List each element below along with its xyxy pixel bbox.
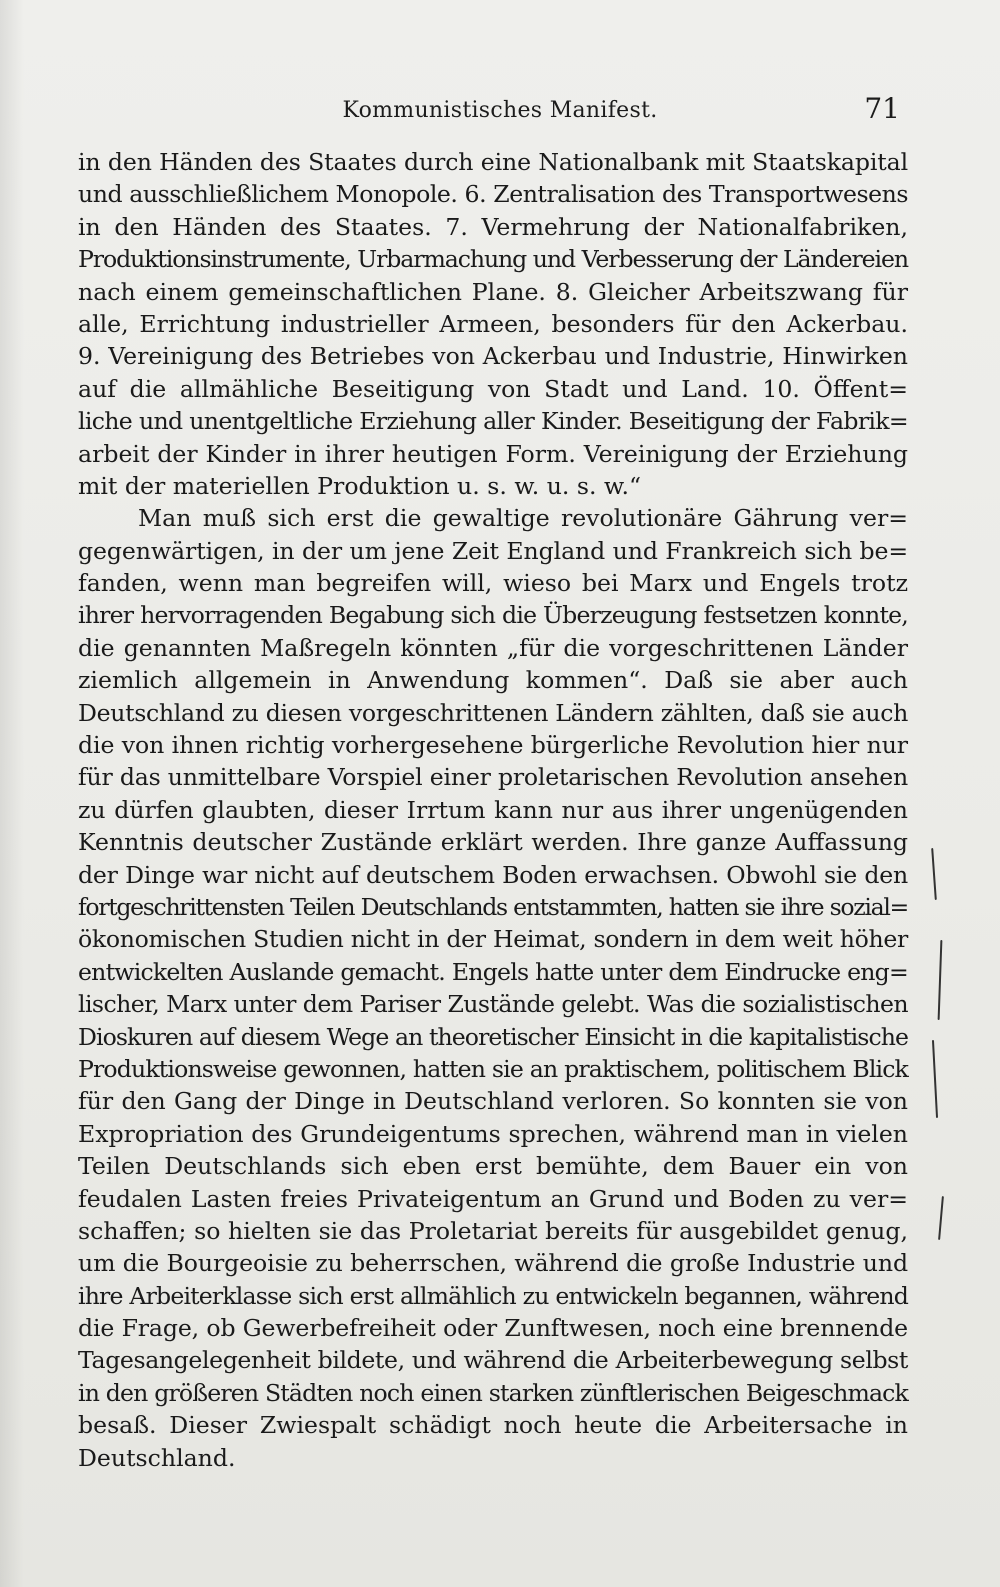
text-line: zu dürfen glaubten, dieser Irrtum kann nur aus ihrer ungenügenden — [78, 795, 908, 824]
text-line: der Dinge war nicht auf deutschem Boden erwachsen. Obwohl sie den — [78, 860, 908, 889]
text-line: die Frage, ob Gewerbefreiheit oder Zunftwesen, noch eine brennende — [78, 1314, 908, 1343]
text-line: arbeit der Kinder in ihrer heutigen Form. Vereinigung der Erziehung — [78, 439, 908, 468]
page-number: 71 — [864, 92, 900, 125]
text-line: feudalen Lasten freies Privateigentum an Grund und Boden zu ver= — [78, 1184, 908, 1213]
text-line: Deutschland. — [78, 1443, 236, 1472]
text-line: schaffen; so hielten sie das Proletariat bereits für ausgebildet genug, — [78, 1216, 908, 1245]
text-line: ökonomischen Studien nicht in der Heimat, sondern in dem weit höher — [78, 925, 908, 954]
text-line: entwickelten Auslande gemacht. Engels hatte unter dem Eindrucke eng= — [78, 957, 908, 986]
text-line: ihrer hervorragenden Begabung sich die Überzeugung festsetzen konnte, — [78, 601, 908, 630]
running-title: Kommunistisches Manifest. — [342, 98, 658, 123]
text-line: die von ihnen richtig vorhergesehene bürgerliche Revolution hier nur — [78, 731, 908, 760]
text-line: gegenwärtigen, in der um jene Zeit England und Frankreich sich be= — [78, 536, 909, 565]
margin-mark — [938, 940, 943, 1020]
text-line: besaß. Dieser Zwiespalt schädigt noch heute die Arbeitersache in — [78, 1411, 908, 1440]
text-line: liche und unentgeltliche Erziehung aller Kinder. Beseitigung der Fabrik= — [78, 407, 908, 436]
margin-mark — [938, 1196, 944, 1240]
text-line: mit der materiellen Produktion u. s. w. u. s. w.“ — [78, 471, 641, 500]
text-line: für das unmittelbare Vorspiel einer proletarischen Revolution ansehen — [78, 763, 908, 792]
text-line: alle, Errichtung industrieller Armeen, besonders für den Ackerbau. — [78, 309, 908, 338]
text-line: und ausschließlichem Monopole. 6. Zentralisation des Transportwesens — [78, 180, 908, 209]
text-line: in den Händen des Staates durch eine Nationalbank mit Staatskapital — [78, 148, 908, 176]
text-line: fanden, wenn man begreifen will, wieso bei Marx und Engels trotz — [78, 569, 908, 598]
text-line: Kenntnis deutscher Zustände erklärt werden. Ihre ganze Auffassung — [78, 828, 908, 857]
text-line: Produktionsinstrumente, Urbarmachung und Verbesserung der Ländereien — [78, 245, 908, 274]
text-line: für den Gang der Dinge in Deutschland verloren. So konnten sie von — [78, 1087, 908, 1116]
text-line: Man muß sich erst die gewaltige revolutionäre Gährung ver= — [138, 504, 908, 533]
text-line: ziemlich allgemein in Anwendung kommen“. Daß sie aber auch — [78, 666, 908, 695]
text-line: ihre Arbeiterklasse sich erst allmählich zu entwickeln begannen, während — [78, 1281, 908, 1310]
margin-mark — [931, 848, 937, 900]
margin-mark — [932, 1040, 938, 1118]
body-text — [78, 146, 908, 1474]
text-line: Expropriation des Grundeigentums sprechen, während man in vielen — [78, 1119, 908, 1148]
text-line: lischer, Marx unter dem Pariser Zustände gelebt. Was die sozialistischen — [78, 990, 908, 1019]
running-head — [0, 92, 1000, 132]
text-line: nach einem gemeinschaftlichen Plane. 8. Gleicher Arbeitszwang für — [78, 277, 908, 306]
text-line: in den größeren Städten noch einen starken zünftlerischen Beigeschmack — [78, 1378, 908, 1407]
text-line: fortgeschrittensten Teilen Deutschlands entstammten, hatten sie ihre sozial= — [78, 892, 908, 921]
text-line: auf die allmähliche Beseitigung von Stadt und Land. 10. Öffent= — [78, 374, 908, 403]
text-line: 9. Vereinigung des Betriebes von Ackerbau und Industrie, Hinwirken — [78, 342, 908, 371]
text-line: Deutschland zu diesen vorgeschrittenen Ländern zählten, daß sie auch — [78, 698, 908, 727]
text-line: Teilen Deutschlands sich eben erst bemühte, dem Bauer ein von — [78, 1152, 908, 1181]
text-line: Produktionsweise gewonnen, hatten sie an praktischem, politischem Blick — [78, 1054, 908, 1083]
text-line: Tagesangelegenheit bildete, und während die Arbeiterbewegung selbst — [78, 1346, 908, 1375]
text-line: um die Bourgeoisie zu beherrschen, während die große Industrie und — [78, 1249, 908, 1278]
text-line: Dioskuren auf diesem Wege an theoretischer Einsicht in die kapitalistische — [78, 1022, 908, 1051]
text-line: die genannten Maßregeln könnten „für die vorgeschrittenen Länder — [78, 633, 908, 662]
text-line: in den Händen des Staates. 7. Vermehrung der Nationalfabriken, — [78, 212, 908, 241]
